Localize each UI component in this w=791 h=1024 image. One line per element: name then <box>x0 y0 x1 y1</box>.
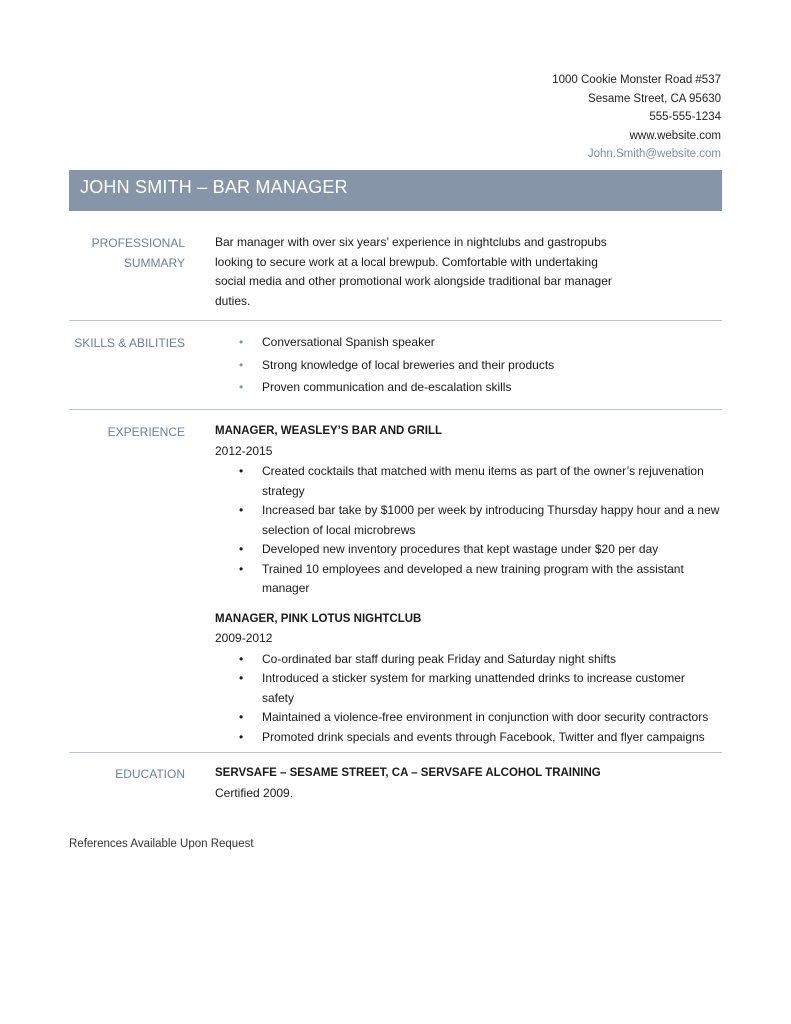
skills-list <box>215 333 720 398</box>
summary-label-line1: PROFESSIONAL <box>91 236 185 250</box>
job-bullet: • Maintained a violence-free environment in conjunction with door security contractors <box>215 708 720 728</box>
experience-body <box>215 422 720 747</box>
job-bullets <box>215 650 720 748</box>
references-note: References Available Upon Request <box>69 838 254 850</box>
job-bullet: • Increased bar take by $1000 per week by introducing Thursday happy hour and a new selection of local microbrews <box>215 501 720 540</box>
job-bullet: • Trained 10 employees and developed a new training program with the assistant manager <box>215 560 720 599</box>
job-bullets <box>215 462 720 599</box>
skills-body <box>215 333 720 401</box>
job-bullet: • Created cocktails that matched with menu items as part of the owner’s rejuvenation strategy <box>215 462 720 501</box>
job-bullet: • Developed new inventory procedures that kept wastage under $20 per day <box>215 540 720 560</box>
education-detail: Certified 2009. <box>215 785 294 800</box>
job-bullet: • Co-ordinated bar staff during peak Friday and Saturday night shifts <box>215 650 720 670</box>
summary-text: Bar manager with over six years’ experience in nightclubs and gastropubs looking to secure work at a local brewpub. Comfortable with undertaking social media and other promotional work alongside traditional bar manager duties. <box>215 235 612 308</box>
skill-item: • Strong knowledge of local breweries and their products <box>215 356 720 376</box>
job-bullet: • Promoted drink specials and events through Facebook, Twitter and flyer campaigns <box>215 728 720 748</box>
contact-email[interactable]: John.Smith@website.com <box>587 148 721 160</box>
skill-item: • Proven communication and de-escalation skills <box>215 378 720 398</box>
contact-phone: 555-555-1234 <box>649 111 721 123</box>
job-bullet: • Introduced a sticker system for marking unattended drinks to increase customer safety <box>215 669 720 708</box>
skills-label: SKILLS & ABILITIES <box>74 336 185 350</box>
contact-street: 1000 Cookie Monster Road #537 <box>552 74 721 86</box>
education-body <box>215 764 720 803</box>
contact-website[interactable]: www.website.com <box>629 129 721 142</box>
summary-label-line2: SUMMARY <box>123 256 185 270</box>
summary-label <box>69 233 185 273</box>
job-dates: 2012-2015 <box>215 443 273 458</box>
education-label: EDUCATION <box>115 767 185 781</box>
page-title: JOHN SMITH – BAR MANAGER <box>80 177 348 197</box>
divider <box>69 752 722 753</box>
contact-block <box>552 71 721 164</box>
experience-label: EXPERIENCE <box>107 425 185 439</box>
divider <box>69 320 722 321</box>
contact-city: Sesame Street, CA 95630 <box>588 92 721 105</box>
job-entry <box>215 422 720 599</box>
job-dates: 2009-2012 <box>215 631 273 645</box>
skill-item: • Conversational Spanish speaker <box>215 333 720 353</box>
education-title: SERVSAFE – SESAME STREET, CA – SERVSAFE ALCOHOL TRAINING <box>215 767 601 779</box>
job-entry <box>215 610 720 748</box>
name-banner <box>69 170 722 211</box>
divider <box>69 409 722 410</box>
job-title: MANAGER, PINK LOTUS NIGHTCLUB <box>215 612 422 625</box>
job-title: MANAGER, WEASLEY’S BAR AND GRILL <box>215 425 443 437</box>
